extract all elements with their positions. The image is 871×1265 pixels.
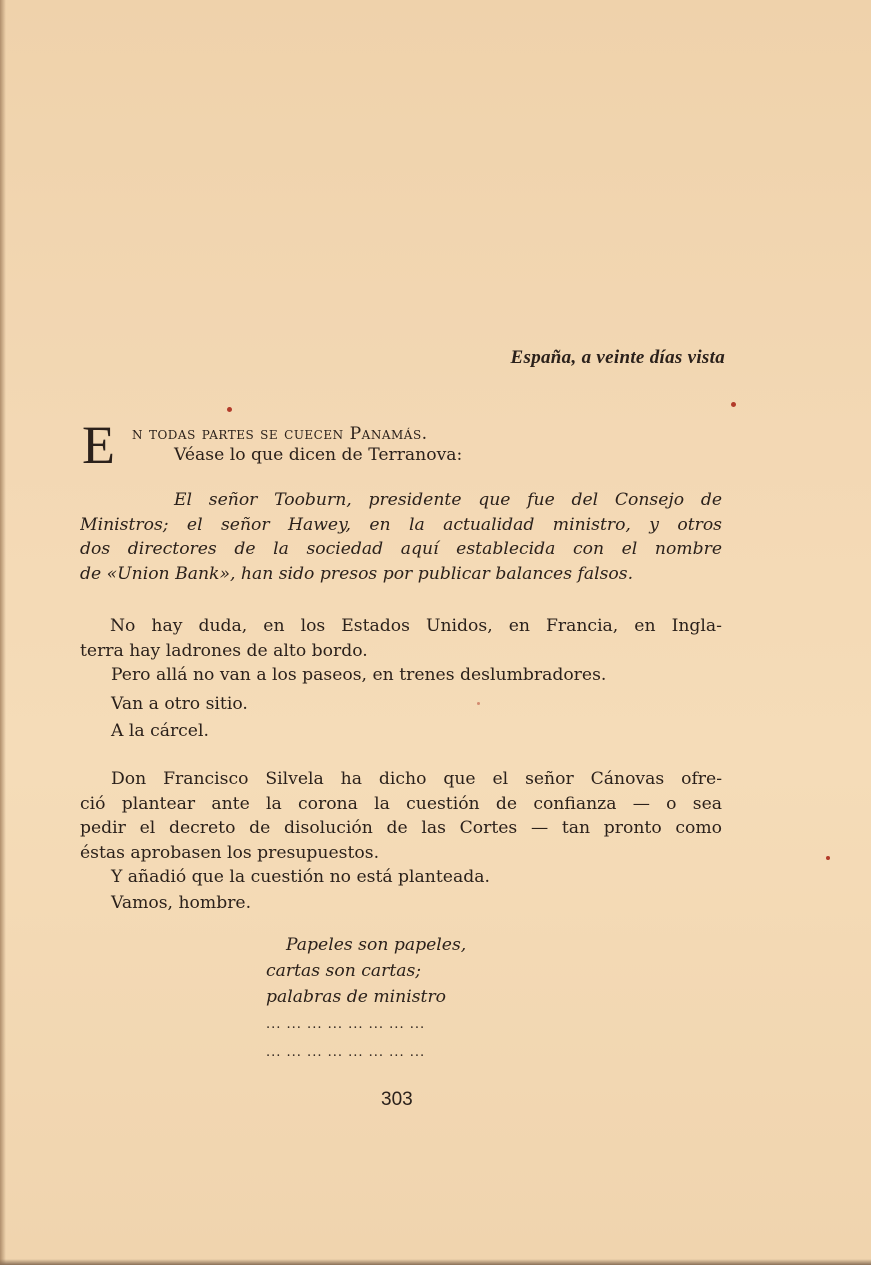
ink-speck [227, 407, 232, 412]
quoted-news [80, 488, 722, 586]
paragraph-2: Pero allá no van a los paseos, en trenes deslumbradores. [111, 665, 607, 685]
poem-line: Papeles son papeles, [286, 935, 467, 955]
paragraph-5 [80, 767, 722, 865]
ink-speck [826, 856, 830, 860]
poem-line: cartas son cartas; [266, 961, 422, 981]
ink-speck [477, 702, 480, 705]
page-heading: España, a veinte días vista [510, 347, 725, 368]
quote-line: de «Union Bank», han sido presos por publicar balances falsos. [80, 563, 634, 584]
paragraph-1 [80, 614, 722, 663]
paragraph-line: pedir el decreto de disolución de las Cortes — tan pronto como [80, 818, 722, 838]
drop-cap: E [82, 415, 115, 475]
paragraph-line: Don Francisco Silvela ha dicho que el señor Cánovas ofre- [111, 769, 722, 789]
quote-line: Ministros; el señor Hawey, en la actualidad ministro, y otros [80, 514, 722, 535]
paragraph-line: ció plantear ante la corona la cuestión de confianza — o sea [80, 793, 722, 814]
paragraph-4: A la cárcel. [111, 721, 209, 741]
quote-line: El señor Tooburn, presidente que fue del Consejo de [174, 490, 722, 510]
quote-line: dos directores de la sociedad aquí establecida con el nombre [80, 539, 722, 559]
opening-line-2: Véase lo que dicen de Terranova: [174, 445, 463, 465]
poem-stanza [266, 932, 466, 1010]
paragraph-line: éstas aprobasen los presupuestos. [80, 842, 380, 863]
page-number: 303 [381, 1089, 413, 1110]
ellipsis-line: ... ... ... ... ... ... ... ... [266, 1017, 426, 1032]
paragraph-7: Vamos, hombre. [111, 893, 252, 913]
paragraph-line: No hay duda, en los Estados Unidos, en Francia, en Ingla- [110, 616, 722, 636]
ink-speck [731, 402, 736, 407]
paragraph-3: Van a otro sitio. [111, 694, 248, 714]
paragraph-line: terra hay ladrones de alto bordo. [80, 640, 368, 661]
paragraph-6: Y añadió que la cuestión no está planteada. [111, 867, 490, 887]
opening-line: n todas partes se cuecen Panamás. [132, 424, 428, 444]
ellipsis-line: ... ... ... ... ... ... ... ... [266, 1045, 426, 1060]
poem-line: palabras de ministro [266, 987, 447, 1007]
